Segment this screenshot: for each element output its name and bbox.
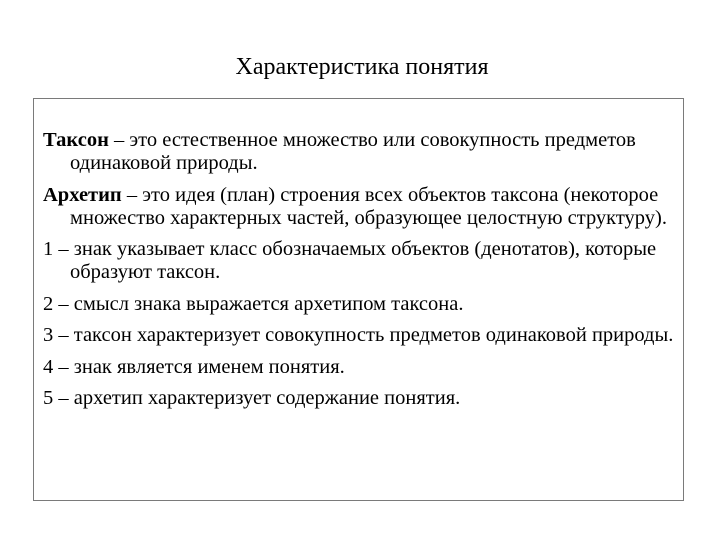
statement-2 [43, 293, 683, 316]
statement-5-text: 5 – архетип характеризует содержание понятия. [43, 387, 461, 410]
statement-3-text: 3 – таксон характеризует совокупность предметов одинаковой природы. [43, 324, 674, 347]
definitions-list [43, 129, 683, 419]
definitions-box [33, 98, 684, 501]
statement-2-text: 2 – смысл знака выражается архетипом таксона. [43, 292, 464, 315]
statement-4-text: 4 – знак является именем понятия. [43, 355, 345, 378]
definition-archetype [43, 184, 683, 230]
term-taxon: Таксон [43, 129, 109, 151]
statement-1-text: 1 – знак указывает класс обозначаемых объектов (денотатов), которые образуют таксон. [43, 238, 657, 284]
definition-archetype-text: – это идея (план) строения всех объектов таксона (некоторое множество характерных частей, образующее целостную структуру). [70, 183, 667, 229]
statement-1 [43, 238, 683, 284]
statement-3 [43, 324, 683, 347]
statement-5 [43, 387, 683, 410]
slide-title: Характеристика понятия [235, 54, 489, 80]
term-archetype: Архетип [43, 183, 122, 206]
definition-taxon [43, 129, 683, 175]
definition-taxon-text: – это естественное множество или совокупность предметов одинаковой природы. [70, 129, 636, 175]
statement-4 [43, 356, 683, 379]
